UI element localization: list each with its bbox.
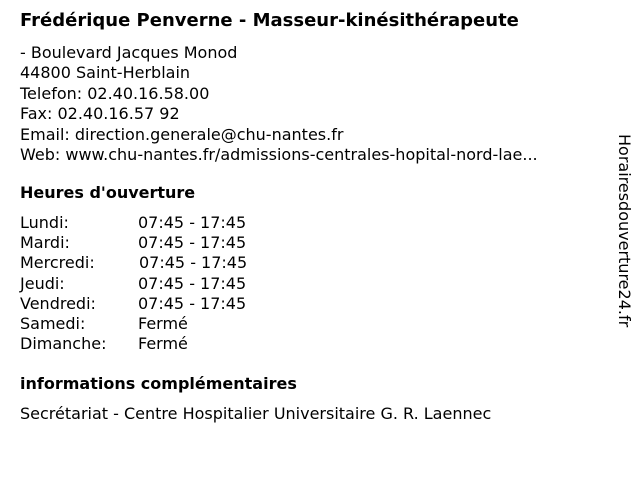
hours-row-saturday — [20, 314, 320, 334]
city-address: 44800 Saint-Herblain — [20, 63, 191, 83]
hours-row-sunday — [20, 334, 320, 354]
day-label: Dimanche: — [20, 334, 107, 354]
time-value: 07:45 - 17:45 — [138, 213, 247, 232]
day-label: Lundi: — [20, 213, 69, 232]
hours-row-monday — [20, 213, 320, 233]
website-url: Web: www.chu-nantes.fr/admissions-centrales-hopital-nord-lae... — [20, 144, 538, 164]
additional-info-text: Secrétariat - Centre Hospitalier Universitaire G. R. Laennec — [20, 404, 492, 423]
opening-hours-heading: Heures d'ouverture — [20, 183, 196, 202]
time-value: Fermé — [138, 313, 188, 333]
fax-number: Fax: 02.40.16.57 92 — [20, 104, 180, 124]
email-address: Email: direction.generale@chu-nantes.fr — [20, 124, 344, 144]
time-value: 07:45 - 17:45 — [138, 293, 247, 313]
page-title: Frédérique Penverne - Masseur-kinésithérapeute — [20, 10, 519, 31]
day-label: Jeudi: — [20, 273, 65, 293]
day-label: Samedi: — [20, 313, 86, 333]
additional-info-heading: informations complémentaires — [20, 374, 297, 393]
time-value: 07:45 - 17:45 — [138, 273, 247, 293]
hours-row-friday — [20, 294, 320, 314]
site-brand-vertical: Horairesdouverture24.fr — [615, 134, 634, 328]
time-value: 07:45 - 17:45 — [139, 253, 248, 273]
hours-row-thursday — [20, 274, 320, 294]
phone-number: Telefon: 02.40.16.58.00 — [20, 83, 210, 103]
day-label: Mardi: — [20, 233, 70, 253]
day-label: Vendredi: — [20, 293, 96, 313]
opening-hours-list — [20, 213, 320, 354]
street-address: - Boulevard Jacques Monod — [20, 43, 238, 62]
day-label: Mercredi: — [20, 253, 95, 273]
hours-row-tuesday — [20, 233, 320, 253]
time-value: 07:45 - 17:45 — [138, 233, 247, 253]
hours-row-wednesday — [20, 253, 320, 273]
time-value: Fermé — [138, 334, 188, 354]
contact-block — [20, 43, 538, 165]
